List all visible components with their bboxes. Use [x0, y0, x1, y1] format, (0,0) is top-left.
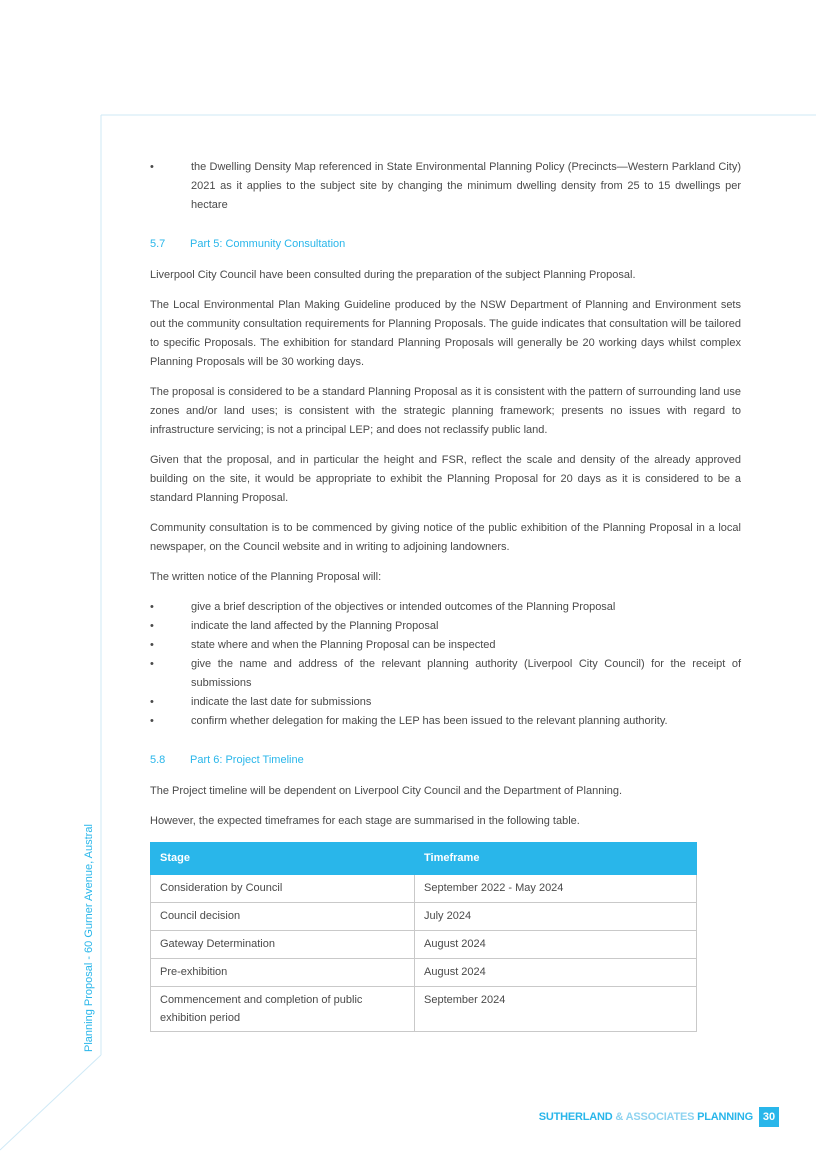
bullet-icon: •: [150, 696, 154, 708]
stage-cell: Gateway Determination: [151, 931, 415, 959]
section-number: 5.8: [150, 754, 166, 766]
top-bullet-list: [150, 158, 741, 215]
timeframe-cell: September 2022 - May 2024: [415, 875, 697, 903]
timeframe-cell: August 2024: [415, 931, 697, 959]
bullet-icon: •: [150, 620, 154, 632]
timeframe-cell: July 2024: [415, 903, 697, 931]
paragraph: Given that the proposal, and in particular the height and FSR, reflect the scale and density of the already approved building on the site, it would be appropriate to exhibit the Planning Proposal for 20 days as it is considered to be a standard Planning Proposal.: [150, 454, 741, 504]
timeline-table: [150, 842, 697, 1032]
list-item: • the Dwelling Density Map referenced in State Environmental Planning Policy (Precincts—Western Parkland City) 2021 as it applies to the subject site by changing the minimum dwelling density from 25 to 15 dwellings per hectare: [150, 158, 741, 215]
list-item: • indicate the last date for submissions: [150, 693, 741, 712]
table-header-row: [151, 843, 697, 875]
bullet-icon: •: [150, 601, 154, 613]
table-row: [151, 931, 697, 959]
list-item: • confirm whether delegation for making the LEP has been issued to the relevant planning authority.: [150, 712, 741, 731]
running-title: Planning Proposal - 60 Gurner Avenue, Austral: [83, 824, 95, 1052]
stage-cell: Pre-exhibition: [151, 959, 415, 987]
stage-cell: Consideration by Council: [151, 875, 415, 903]
paragraph: The Local Environmental Plan Making Guideline produced by the NSW Department of Planning and Environment sets out the community consultation requirements for Planning Proposals. The guide indicates that consultation will be tailored to specific Proposals. The exhibition for standard Planning Proposals will generally be 20 working days whilst complex Planning Proposals will be 30 working days.: [150, 299, 741, 368]
paragraph: The proposal is considered to be a standard Planning Proposal as it is consistent with the pattern of surrounding land use zones and/or land uses; is consistent with the strategic planning framework; presents no issues with regard to infrastructure servicing; is not a principal LEP; and does not reclassify public land.: [150, 386, 741, 436]
table-row: [151, 959, 697, 987]
paragraph: The written notice of the Planning Proposal will:: [150, 571, 382, 583]
paragraph: The Project timeline will be dependent on Liverpool City Council and the Department of Planning.: [150, 785, 623, 797]
section-number: 5.7: [150, 238, 166, 250]
paragraph: Community consultation is to be commenced by giving notice of the public exhibition of the Planning Proposal in a local newspaper, on the Council website and in writing to adjoining landowners.: [150, 522, 741, 553]
page-footer: [539, 1107, 779, 1127]
paragraph: Liverpool City Council have been consulted during the preparation of the subject Planning Proposal.: [150, 269, 636, 281]
bullet-icon: •: [150, 715, 154, 727]
stage-cell: Commencement and completion of public exhibition period: [151, 987, 415, 1032]
list-item: • give a brief description of the objectives or intended outcomes of the Planning Proposal: [150, 598, 741, 617]
page-number: 30: [759, 1107, 779, 1127]
stage-cell: Council decision: [151, 903, 415, 931]
section-heading-5-8: [150, 751, 741, 770]
section-title: Part 5: Community Consultation: [190, 238, 346, 250]
notice-bullet-list: [150, 598, 741, 731]
section-title: Part 6: Project Timeline: [190, 754, 304, 766]
table-row: [151, 903, 697, 931]
list-item: • indicate the land affected by the Planning Proposal: [150, 617, 741, 636]
timeframe-cell: August 2024: [415, 959, 697, 987]
table-row: [151, 875, 697, 903]
page-content: [150, 158, 741, 1032]
bullet-icon: •: [150, 639, 154, 651]
brand-logo: SUTHERLAND & ASSOCIATES PLANNING: [538, 1111, 753, 1123]
timeframe-cell: September 2024: [415, 987, 697, 1032]
list-item: • give the name and address of the relevant planning authority (Liverpool City Council) for the receipt of submissions: [150, 655, 741, 693]
list-item: • state where and when the Planning Proposal can be inspected: [150, 636, 741, 655]
section-heading-5-7: [150, 235, 741, 254]
bullet-icon: •: [150, 161, 154, 173]
column-header-timeframe: Timeframe: [415, 843, 697, 875]
column-header-stage: Stage: [151, 843, 415, 875]
table-row: [151, 987, 697, 1032]
paragraph: However, the expected timeframes for each stage are summarised in the following table.: [150, 815, 580, 827]
bullet-icon: •: [150, 658, 154, 670]
